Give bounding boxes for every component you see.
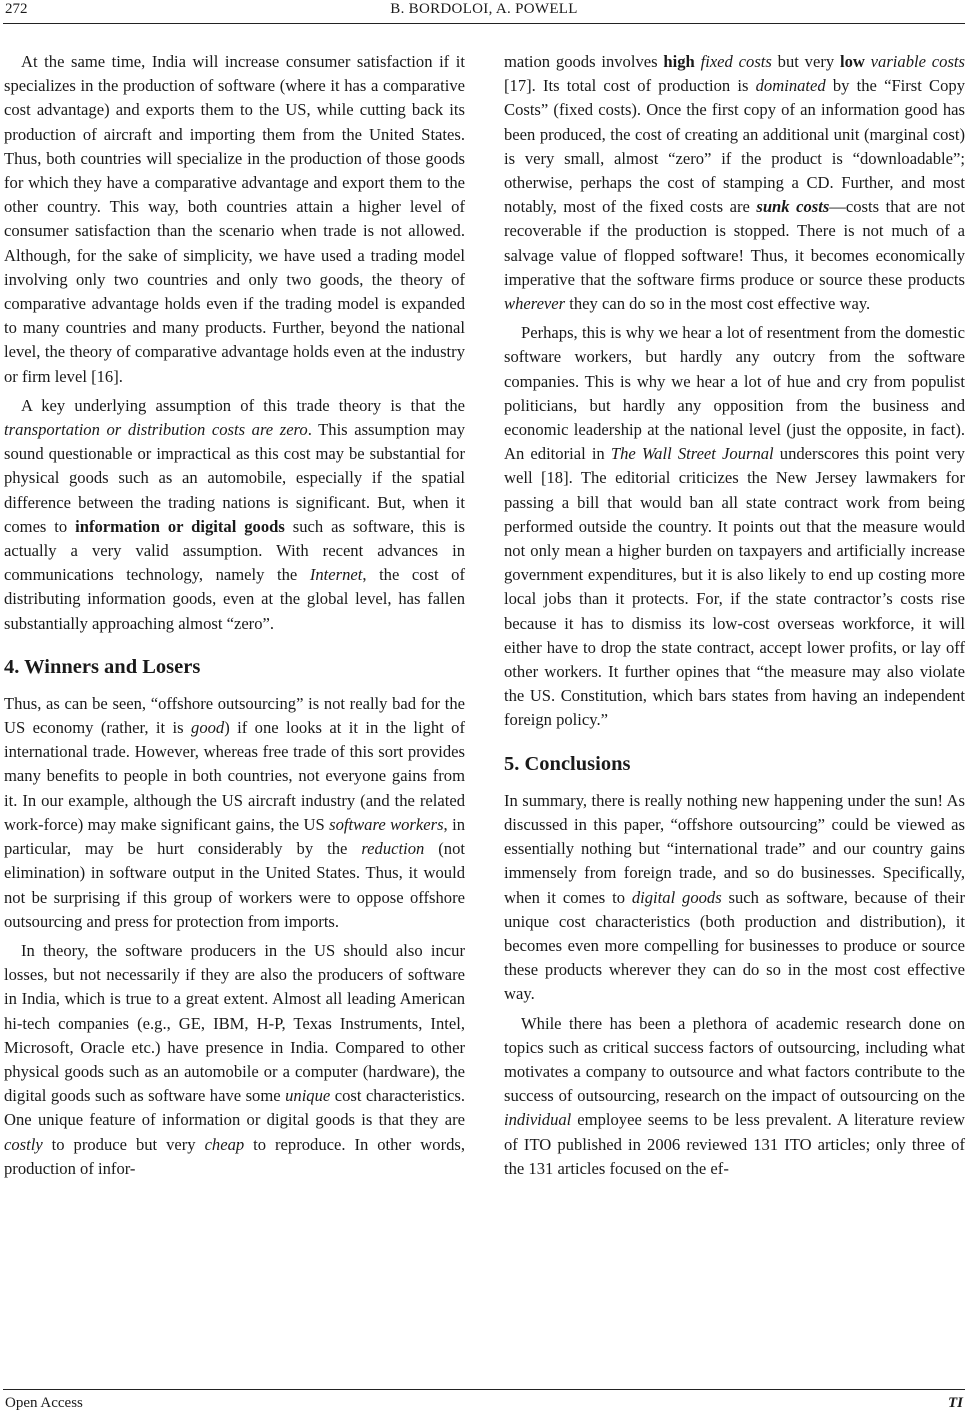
italic-text: unique [285, 1086, 331, 1106]
text-run: such as software, because of their unique cost characteristics (both production and distribution), it becomes even more compelling for businesses to produce or source these products wherever they can do so in the most cost effective way. [504, 887, 965, 1004]
text-run: In summary, there is really nothing new happening under the sun! As discussed in this paper, “offshore outsourcing” could be viewed as essentially nothing but “international trade” and our country gains immensely from foreign trade, and so do businesses. Specifically, when it comes to [504, 790, 965, 907]
text-run: cost characteristics. One unique feature of information or digital goods is that they are [4, 1086, 465, 1130]
italic-text: software workers [329, 814, 444, 834]
bold-text: high [663, 52, 695, 71]
bold-text: information or digital goods [75, 516, 285, 536]
right-column [504, 50, 965, 1181]
italic-text: The Wall Street Journal [610, 444, 774, 464]
text-run: such as software, this is actually a very valid assumption. With recent advances in communications technology, namely the [4, 516, 465, 585]
italic-text: Internet [309, 565, 363, 585]
text-run: mation goods involves [504, 52, 664, 71]
italic-text: fixed costs [700, 52, 772, 71]
paragraph: At the same time, India will increase consumer satisfaction if it specializes in the production of software (where it has a comparative cost advantage) and exports them to the US, while cutting back its production of aircraft and importing them from the United States. Thus, both countries will specialize in the production of those goods for which they have a comparative advantage and export them to the other country. This way, both countries attain a higher level of consumer satisfaction than the scenario when trade is not allowed. Although, for the sake of simplicity, we have used a trading model involving only two countries and only two goods, the theory of comparative advantage holds even if the trading model is expanded to many countries and many products. Further, beyond the national level, the theory of comparative advantage holds even at the industry or firm level [16]. [4, 52, 465, 386]
journal-abbreviation: TI [948, 1395, 963, 1411]
text-run: to produce but very [42, 1134, 205, 1154]
paragraph [504, 789, 965, 1007]
text-run: , in particular, may be hurt considerably by the [4, 814, 465, 859]
page-number: 272 [5, 1, 28, 17]
text-run: but very [771, 52, 840, 71]
text-run: ) if one looks at it in the light of international trade. However, whereas free trade of this sort provides many benefits to people in both countries, not everyone gains from it. In our example, although the US aircraft industry (and the related work-force) may make significant gains, the US [4, 718, 465, 834]
footer-rule [3, 1389, 965, 1390]
running-header [0, 0, 968, 22]
text-run: . This assumption may sound questionable or impractical as this cost may be substantial for physical goods such as an automobile, especially if the spatial difference between the trading nations is significant. But, when it comes to [4, 420, 465, 536]
italic-text: costly [4, 1134, 43, 1154]
paragraph [4, 939, 465, 1181]
text-run: [17]. Its total cost of production is [504, 76, 756, 96]
paragraph [504, 321, 965, 732]
italic-text: variable costs [870, 52, 965, 71]
text-run: Perhaps, this is why we hear a lot of resentment from the domestic software workers, but hardly any outcry from the software companies. This is why we hear a lot of hue and cry from populist politicians, but hardly any opposition from the business and economic leadership at the national level (just the opposite, in fact). An editorial in [504, 323, 965, 464]
italic-text: digital goods [631, 887, 722, 907]
text-run: underscores this point very well [18]. The editorial criticizes the New Jersey lawmakers for passing a bill that would ban all state contract work from being performed outside the country. It points out that the measure would not only mean a higher burden on taxpayers and artificially increase government expenditures, but it is also likely to end up costing more local jobs than it protects. For, if the state contractor’s costs rise because it has to dismiss its low-cost overseas workforce, it will either have to drop the state contract, accept lower profits, or lay off other workers. It further opines that “the measure may also violate the US. Constitution, which bars states from having an independent foreign policy.” [504, 444, 965, 730]
italic-text: dominated [755, 76, 826, 96]
section-heading: 4. Winners and Losers [4, 655, 201, 678]
text-run: —costs that are not recoverable if the production is stopped. There is not much of a salvage value of flopped software! Thus, it becomes economically imperative that the software firms produce or source these products [504, 197, 965, 289]
text-run: by the “First Copy Costs” (fixed costs). Once the first copy of an information good has been produced, the cost of creating an additional unit (marginal cost) is very small, almost “zero” if the product is “downloadable”; otherwise, perhaps the cost of stamping a CD. Further, and most notably, most of the fixed costs are [504, 76, 966, 217]
text-run: While there has been a plethora of academic research done on topics such as critical success factors of outsourcing, including what motivates a company to outsource and what factors contribute to the success of outsourcing, research on the impact of outsourcing on the [504, 1013, 965, 1106]
italic-text: individual [504, 1110, 572, 1130]
text-run: , the cost of distributing information goods, even at the global level, has fallen substantially approaching almost “zero”. [4, 565, 465, 633]
text-run: In theory, the software producers in the US should also incur losses, but not necessarily if they are also the producers of software in India, which is true to a great extent. Almost all leading American hi-tech companies (e.g., GE, IBM, H-P, Texas Instruments, Intel, Microsoft, Oracle etc.) have presence in India. Compared to other physical goods such as an automobile or a computer (hardware), the digital goods such as software have some [4, 940, 465, 1106]
paragraph [504, 1012, 965, 1181]
text-run: Thus, as can be seen, “offshore outsourcing” is not really bad for the US economy (rather, it is [4, 693, 465, 738]
italic-text: wherever [504, 294, 566, 314]
text-run: employee seems to be less prevalent. A literature review of ITO published in 2006 reviewed 131 ITO articles; only three of the 131 articles focused on the ef- [504, 1110, 965, 1178]
open-access-label: Open Access [5, 1395, 83, 1411]
section-heading: 5. Conclusions [504, 752, 631, 775]
bold-italic-text: sunk costs [756, 197, 830, 217]
text-run: (not elimination) in software output in the United States. Thus, it would not be surprising if this group of workers were to oppose offshore outsourcing and press for protection from imports. [4, 839, 465, 931]
text-run: A key underlying assumption of this trade theory is that the [21, 395, 465, 415]
italic-text: transportation or distribution costs are zero [4, 420, 308, 440]
text-run: to reproduce. In other words, production of infor- [4, 1134, 465, 1178]
bold-text: low [839, 52, 865, 71]
running-header-authors: B. BORDOLOI, A. POWELL [390, 1, 578, 17]
paragraph [504, 50, 965, 316]
italic-text: good [191, 718, 225, 738]
paragraph [4, 394, 465, 636]
italic-text: cheap [204, 1134, 245, 1154]
header-rule [3, 23, 965, 24]
paragraph [4, 692, 465, 934]
text-run: they can do so in the most cost effective way. [565, 294, 871, 314]
italic-text: reduction [361, 839, 425, 859]
left-column [4, 50, 465, 1181]
